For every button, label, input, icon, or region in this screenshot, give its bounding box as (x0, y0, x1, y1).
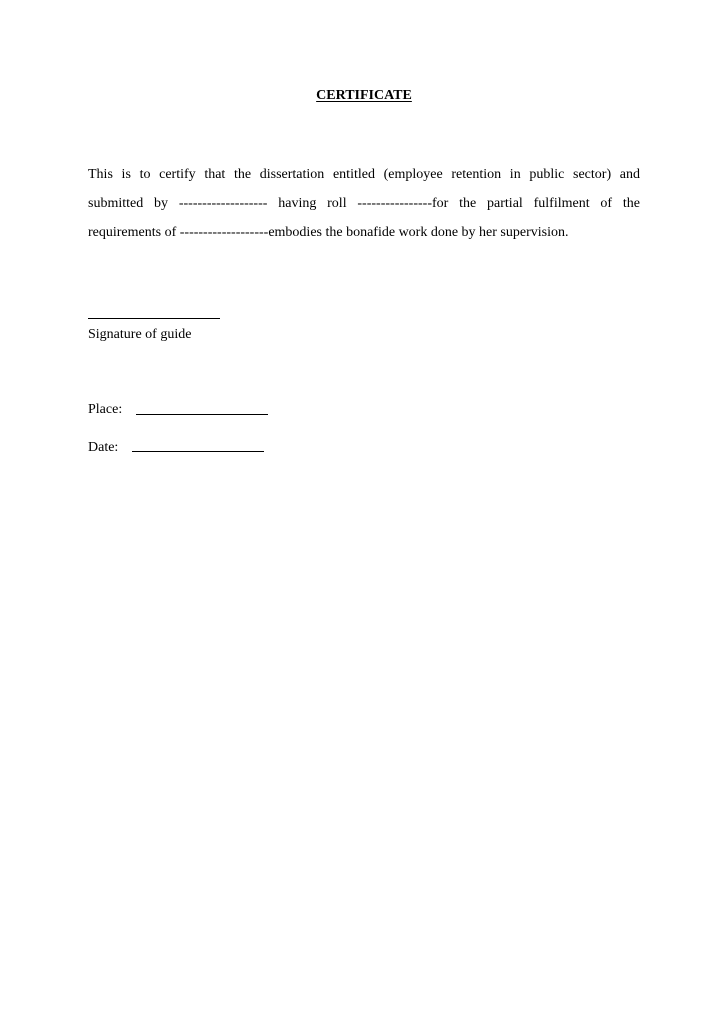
place-label: Place: (88, 402, 123, 417)
page-title (0, 88, 728, 104)
date-label: Date: (88, 440, 119, 455)
signature-label: Signature of guide (88, 327, 192, 342)
date-line (132, 451, 264, 452)
place-line (136, 414, 268, 415)
paragraph-line-1: This is to certify that the dissertation entitled (employee retention in public sector) and (88, 167, 640, 182)
certificate-title: CERTIFICATE (316, 88, 412, 103)
paragraph-line-3: requirements of -------------------embodies the bonafide work done by her supervision. (88, 225, 569, 240)
signature-line (88, 318, 220, 319)
certificate-paragraph (88, 160, 640, 247)
paragraph-line-2: submitted by ------------------- having roll ----------------for the partial fulfilment of the (88, 196, 640, 211)
